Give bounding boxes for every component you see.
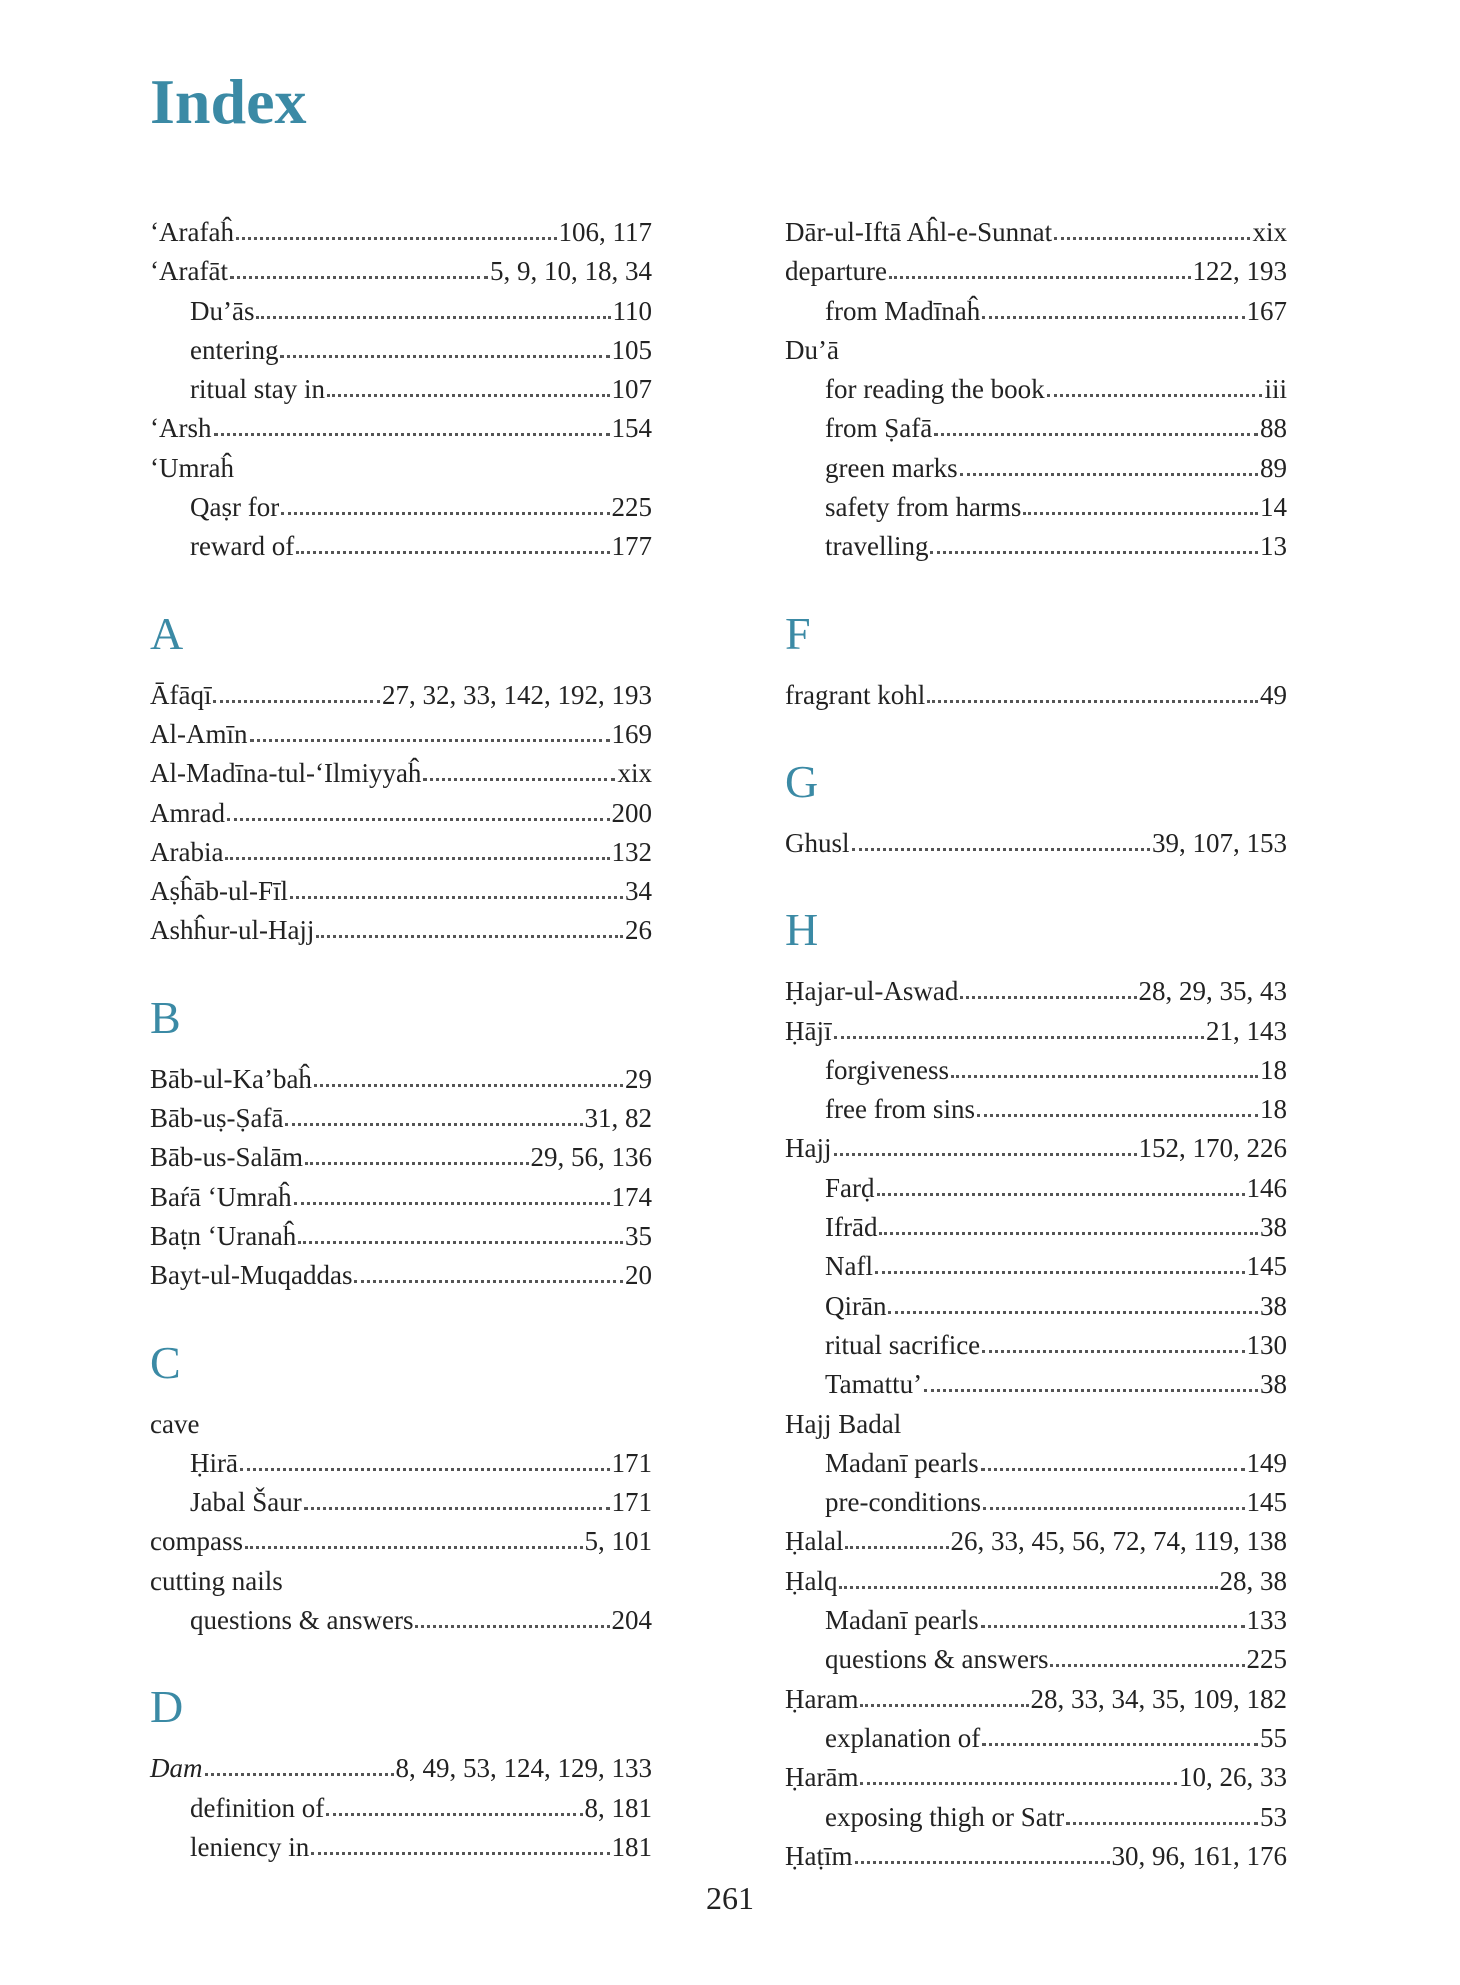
entry-pages: 53 [1260,1801,1287,1832]
dot-leader [860,1702,1028,1707]
entry-pages: 18 [1260,1094,1287,1125]
index-entry-bab-us-salam [150,1138,652,1177]
entry-pages: 49 [1260,679,1287,710]
entry-pages: 174 [611,1181,652,1212]
index-subentry-tamattu [785,1365,1287,1404]
entry-term: ‘Umraĥ [150,452,234,483]
entry-pages: 29, 56, 136 [530,1142,652,1173]
entry-term: fragrant kohl [785,679,926,710]
dot-leader [877,1191,1245,1196]
entry-term: ‘Arsh [150,413,212,444]
index-entry-hajar-ul-aswad [785,972,1287,1011]
entry-term: Du’ās [190,295,255,326]
dot-leader [326,1811,582,1816]
index-subentry-fard [785,1169,1287,1208]
dot-leader [839,1584,1217,1589]
entry-term: safety from harms [825,492,1022,523]
section-letter: B [150,991,181,1043]
entry-pages: 169 [611,718,652,749]
dot-leader [875,1269,1245,1274]
index-section-b [150,975,652,1296]
dot-leader [327,392,610,397]
index-subentry-questions-answers [785,1640,1287,1679]
index-entry-haji [785,1012,1287,1051]
index-subentry-travelling [785,527,1287,566]
entry-term: ritual stay in [190,374,325,405]
entry-term: Al-Madīna-tul-‘Ilmiyyaĥ [150,758,422,789]
dot-leader [290,894,623,899]
index-entry-arafah [150,213,652,252]
dot-leader [960,994,1136,999]
entry-pages: 31, 82 [584,1103,652,1134]
dot-leader [924,1387,1258,1392]
entry-term: definition of [190,1792,325,1823]
dot-leader [852,846,1150,851]
index-entry-al-madina-tul-ilmiyyah [150,754,652,793]
entry-term: Hajj [785,1133,832,1164]
dot-leader [930,549,1258,554]
entry-pages: 167 [1246,295,1287,326]
index-entry-cave [150,1405,652,1444]
entry-term: explanation of [825,1722,981,1753]
dot-leader [314,1082,623,1087]
section-letter: G [785,755,819,807]
entry-pages: 225 [611,492,652,523]
entry-term: forgiveness [825,1054,949,1085]
entry-term: Hajj Badal [785,1408,902,1439]
entry-term: Ashĥur-ul-Hajj [150,915,315,946]
dot-leader [879,1230,1258,1235]
entry-pages: 89 [1260,452,1287,483]
index-section-continued [150,213,652,567]
index-entry-afaqi [150,676,652,715]
index-entry-hajj-badal [785,1405,1287,1444]
dot-leader [240,1466,610,1471]
entry-term: Qaṣr for [190,492,280,523]
dot-leader [951,1073,1258,1078]
dot-leader [225,855,609,860]
entry-pages: 28, 33, 34, 35, 109, 182 [1030,1683,1287,1714]
entry-term: from Madīnaĥ [825,295,981,326]
index-subentry-definition-of [150,1789,652,1828]
entry-term: Madanī pearls [825,1447,979,1478]
index-entry-bara-umrah [150,1178,652,1217]
index-subentry-jabal-saur [150,1483,652,1522]
entry-term: Qirān [825,1290,887,1321]
entry-pages: 145 [1246,1251,1287,1282]
dot-leader [860,1780,1177,1785]
entry-term: green marks [825,452,958,483]
entry-pages: 5, 9, 10, 18, 34 [490,256,652,287]
entry-term: Āfāqī [150,679,212,710]
index-entry-hajj [785,1129,1287,1168]
index-section-d [150,1664,652,1867]
entry-term: departure [785,256,887,287]
entry-pages: 171 [611,1487,652,1518]
index-entry-al-amin [150,715,652,754]
entry-term: Ghusl [785,827,850,858]
index-section-f [785,591,1287,715]
entry-pages: 28, 29, 35, 43 [1138,976,1287,1007]
entry-pages: 88 [1260,413,1287,444]
dot-leader [1050,1662,1244,1667]
dot-leader [977,1112,1258,1117]
index-entry-bab-ul-ka-bah [150,1060,652,1099]
entry-term: Baŕā ‘Umraĥ [150,1181,292,1212]
dot-leader [305,1160,529,1165]
index-entry-hatim [785,1837,1287,1876]
entry-pages: 177 [611,531,652,562]
index-entry-du-a [785,331,1287,370]
entry-term: Bāb-ul-Ka’baĥ [150,1063,312,1094]
dot-leader [236,235,557,240]
dot-leader [888,1309,1258,1314]
index-entry-arsh [150,409,652,448]
index-entry-halq [785,1562,1287,1601]
page-title: Index [150,66,307,137]
entry-term: Bāb-us-Salām [150,1142,303,1173]
index-subentry-du-as [150,292,652,331]
dot-leader [845,1544,948,1549]
entry-pages: 171 [611,1447,652,1478]
dot-leader [230,274,488,279]
dot-leader [296,549,609,554]
dot-leader [205,1771,394,1776]
entry-term: Du’ā [785,334,839,365]
entry-pages: 105 [611,334,652,365]
index-subentry-reward-of [150,527,652,566]
entry-pages: 26 [625,915,652,946]
entry-term: Ḥajar-ul-Aswad [785,976,959,1007]
entry-pages: 35 [625,1220,652,1251]
entry-pages: 8, 49, 53, 124, 129, 133 [395,1753,652,1784]
index-subentry-ifrad [785,1208,1287,1247]
index-subentry-madani-pearls [785,1444,1287,1483]
index-entry-halal [785,1522,1287,1561]
entry-pages: 200 [611,797,652,828]
entry-term: Ḥalal [785,1526,844,1557]
index-subentry-from-safa [785,409,1287,448]
index-subentry-pre-conditions [785,1483,1287,1522]
index-entry-haram [785,1758,1287,1797]
dot-leader [298,1239,623,1244]
index-entry-ashab-ul-fil [150,872,652,911]
index-column-left [150,213,652,1867]
index-entry-dam [150,1749,652,1788]
dot-leader [1066,1820,1258,1825]
index-section-c [150,1320,652,1641]
entry-term: Ḥaram [785,1683,859,1714]
entry-term: from Ṣafā [825,413,933,444]
dot-leader [250,737,610,742]
entry-term: Ḥalq [785,1565,838,1596]
dot-leader [311,1850,609,1855]
entry-pages: 110 [612,295,652,326]
index-entry-compass [150,1522,652,1561]
dot-leader [1023,510,1258,515]
section-letter: F [785,607,811,659]
index-subentry-for-reading-the-book [785,370,1287,409]
entry-term: Bāb-uṣ-Ṣafā [150,1103,284,1134]
index-section-g [785,739,1287,863]
dot-leader [281,510,609,515]
entry-pages: 39, 107, 153 [1152,827,1287,858]
entry-term: Dār-ul-Iftā Aĥl-e-Sunnat [785,217,1053,247]
entry-pages: 130 [1246,1329,1287,1360]
dot-leader [214,431,610,436]
entry-term: compass [150,1526,243,1557]
index-subentry-questions-answers [150,1601,652,1640]
index-subentry-safety-from-harms [785,488,1287,527]
index-entry-batn-uranah [150,1217,652,1256]
entry-pages: xix [1252,217,1287,247]
dot-leader [983,1505,1245,1510]
index-subentry-qiran [785,1287,1287,1326]
entry-term: Arabia [150,836,224,867]
index-subentry-entering [150,331,652,370]
index-subentry-leniency-in [150,1828,652,1867]
entry-pages: 14 [1260,492,1287,523]
entry-pages: 225 [1246,1644,1287,1675]
entry-pages: 5, 101 [584,1526,652,1557]
dot-leader [834,1151,1137,1156]
entry-term: Tamattu’ [825,1369,923,1400]
entry-pages: 30, 96, 161, 176 [1111,1840,1287,1871]
entry-term: pre-conditions [825,1487,981,1518]
entry-term: questions & answers [190,1605,414,1636]
entry-pages: 132 [611,836,652,867]
index-entry-bab-us-safa [150,1099,652,1138]
dot-leader [982,1741,1258,1746]
entry-term: Bayt-ul-Muqaddas [150,1260,353,1291]
entry-term: Ḥaṭīm [785,1840,853,1871]
dot-leader [294,1200,610,1205]
index-entry-departure [785,252,1287,291]
index-entry-cutting-nails [150,1562,652,1601]
dot-leader [280,353,609,358]
index-subentry-green-marks [785,449,1287,488]
index-subentry-free-from-sins [785,1090,1287,1129]
index-section-a [150,591,652,951]
dot-leader [1047,392,1263,397]
entry-term: Madanī pearls [825,1605,979,1636]
entry-term: leniency in [190,1831,310,1862]
entry-term: Al-Amīn [150,718,248,749]
entry-pages: 107 [611,374,652,405]
dot-leader [316,933,623,938]
entry-pages: 20 [625,1260,652,1291]
entry-pages: 26, 33, 45, 56, 72, 74, 119, 138 [950,1526,1287,1557]
section-letter: H [785,904,819,956]
dot-leader [981,1466,1245,1471]
entry-term: ‘Arafaĥ [150,217,234,247]
entry-term: Ḥājī [785,1015,832,1046]
dot-leader [960,471,1258,476]
entry-term: reward of [190,531,295,562]
entry-term: Nafl [825,1251,873,1282]
index-subentry-exposing-thigh-or-satr [785,1798,1287,1837]
section-letter: D [150,1681,184,1733]
entry-pages: iii [1264,374,1287,405]
entry-term: Baṭn ‘Uranaĥ [150,1220,297,1251]
entry-pages: 38 [1260,1290,1287,1321]
entry-pages: xix [617,758,652,789]
dot-leader [982,1348,1244,1353]
index-section-continued [785,213,1287,567]
index-subentry-explanation-of [785,1719,1287,1758]
index-column-right [785,213,1287,1876]
index-entry-arafat [150,252,652,291]
dot-leader [927,698,1258,703]
entry-pages: 18 [1260,1054,1287,1085]
dot-leader [354,1278,623,1283]
index-subentry-madani-pearls [785,1601,1287,1640]
entry-term: for reading the book [825,374,1045,405]
entry-pages: 38 [1260,1212,1287,1243]
entry-term: entering [190,334,279,365]
dot-leader [1054,235,1250,240]
section-letter: A [150,607,184,659]
entry-term: ritual sacrifice [825,1329,981,1360]
entry-pages: 146 [1246,1172,1287,1203]
entry-term: Ḥirā [190,1447,238,1478]
index-entry-dar-ul-ifta-ahl-e-sunnat [785,213,1287,252]
index-subentry-forgiveness [785,1051,1287,1090]
dot-leader [981,1623,1245,1628]
index-entry-bayt-ul-muqaddas [150,1256,652,1295]
entry-pages: 29 [625,1063,652,1094]
entry-term: free from sins [825,1094,975,1125]
page-number: 261 [706,1880,754,1916]
entry-pages: 106, 117 [558,217,652,247]
entry-pages: 204 [611,1605,652,1636]
entry-pages: 149 [1246,1447,1287,1478]
dot-leader [256,314,610,319]
index-subentry-ritual-sacrifice [785,1326,1287,1365]
index-entry-amrad [150,794,652,833]
dot-leader [982,314,1244,319]
index-entry-ghusl [785,824,1287,863]
entry-pages: 181 [611,1831,652,1862]
entry-term: Jabal Šaur [190,1487,302,1518]
index-entry-umrah [150,449,652,488]
dot-leader [855,1859,1110,1864]
dot-leader [889,274,1191,279]
index-entry-fragrant-kohl [785,676,1287,715]
entry-term: questions & answers [825,1644,1049,1675]
index-subentry-nafl [785,1247,1287,1286]
entry-pages: 10, 26, 33 [1179,1762,1287,1793]
dot-leader [834,1034,1205,1039]
entry-pages: 152, 170, 226 [1138,1133,1287,1164]
entry-term: cave [150,1408,200,1439]
entry-term: travelling [825,531,929,562]
entry-pages: 34 [625,876,652,907]
dot-leader [245,1544,583,1549]
entry-pages: 145 [1246,1487,1287,1518]
entry-term: exposing thigh or Satr [825,1801,1065,1832]
entry-pages: 122, 193 [1192,256,1287,287]
dot-leader [227,816,610,821]
entry-term: ‘Arafāt [150,256,228,287]
entry-term: Farḍ [825,1172,875,1203]
entry-term: Dam [150,1753,203,1784]
entry-pages: 133 [1246,1605,1287,1636]
dot-leader [285,1121,582,1126]
entry-pages: 28, 38 [1219,1565,1287,1596]
dot-leader [213,698,380,703]
entry-pages: 38 [1260,1369,1287,1400]
index-subentry-hira [150,1444,652,1483]
index-entry-arabia [150,833,652,872]
dot-leader [934,431,1258,436]
index-subentry-qasr-for [150,488,652,527]
section-letter: C [150,1336,181,1388]
index-entry-haram [785,1680,1287,1719]
index-subentry-from-madinah [785,292,1287,331]
index-entry-ashhur-ul-hajj [150,911,652,950]
entry-term: Aṣĥāb-ul-Fīl [150,876,288,907]
entry-term: Amrad [150,797,225,828]
index-subentry-ritual-stay-in [150,370,652,409]
entry-pages: 21, 143 [1206,1015,1287,1046]
entry-term: Ḥarām [785,1762,859,1793]
entry-pages: 55 [1260,1722,1287,1753]
dot-leader [423,776,615,781]
entry-term: cutting nails [150,1565,283,1596]
entry-pages: 154 [611,413,652,444]
entry-pages: 13 [1260,531,1287,562]
dot-leader [304,1505,610,1510]
index-section-h [785,887,1287,1876]
entry-pages: 8, 181 [584,1792,652,1823]
dot-leader [415,1623,609,1628]
entry-pages: 27, 32, 33, 142, 192, 193 [382,679,652,710]
entry-term: Ifrād [825,1212,878,1243]
